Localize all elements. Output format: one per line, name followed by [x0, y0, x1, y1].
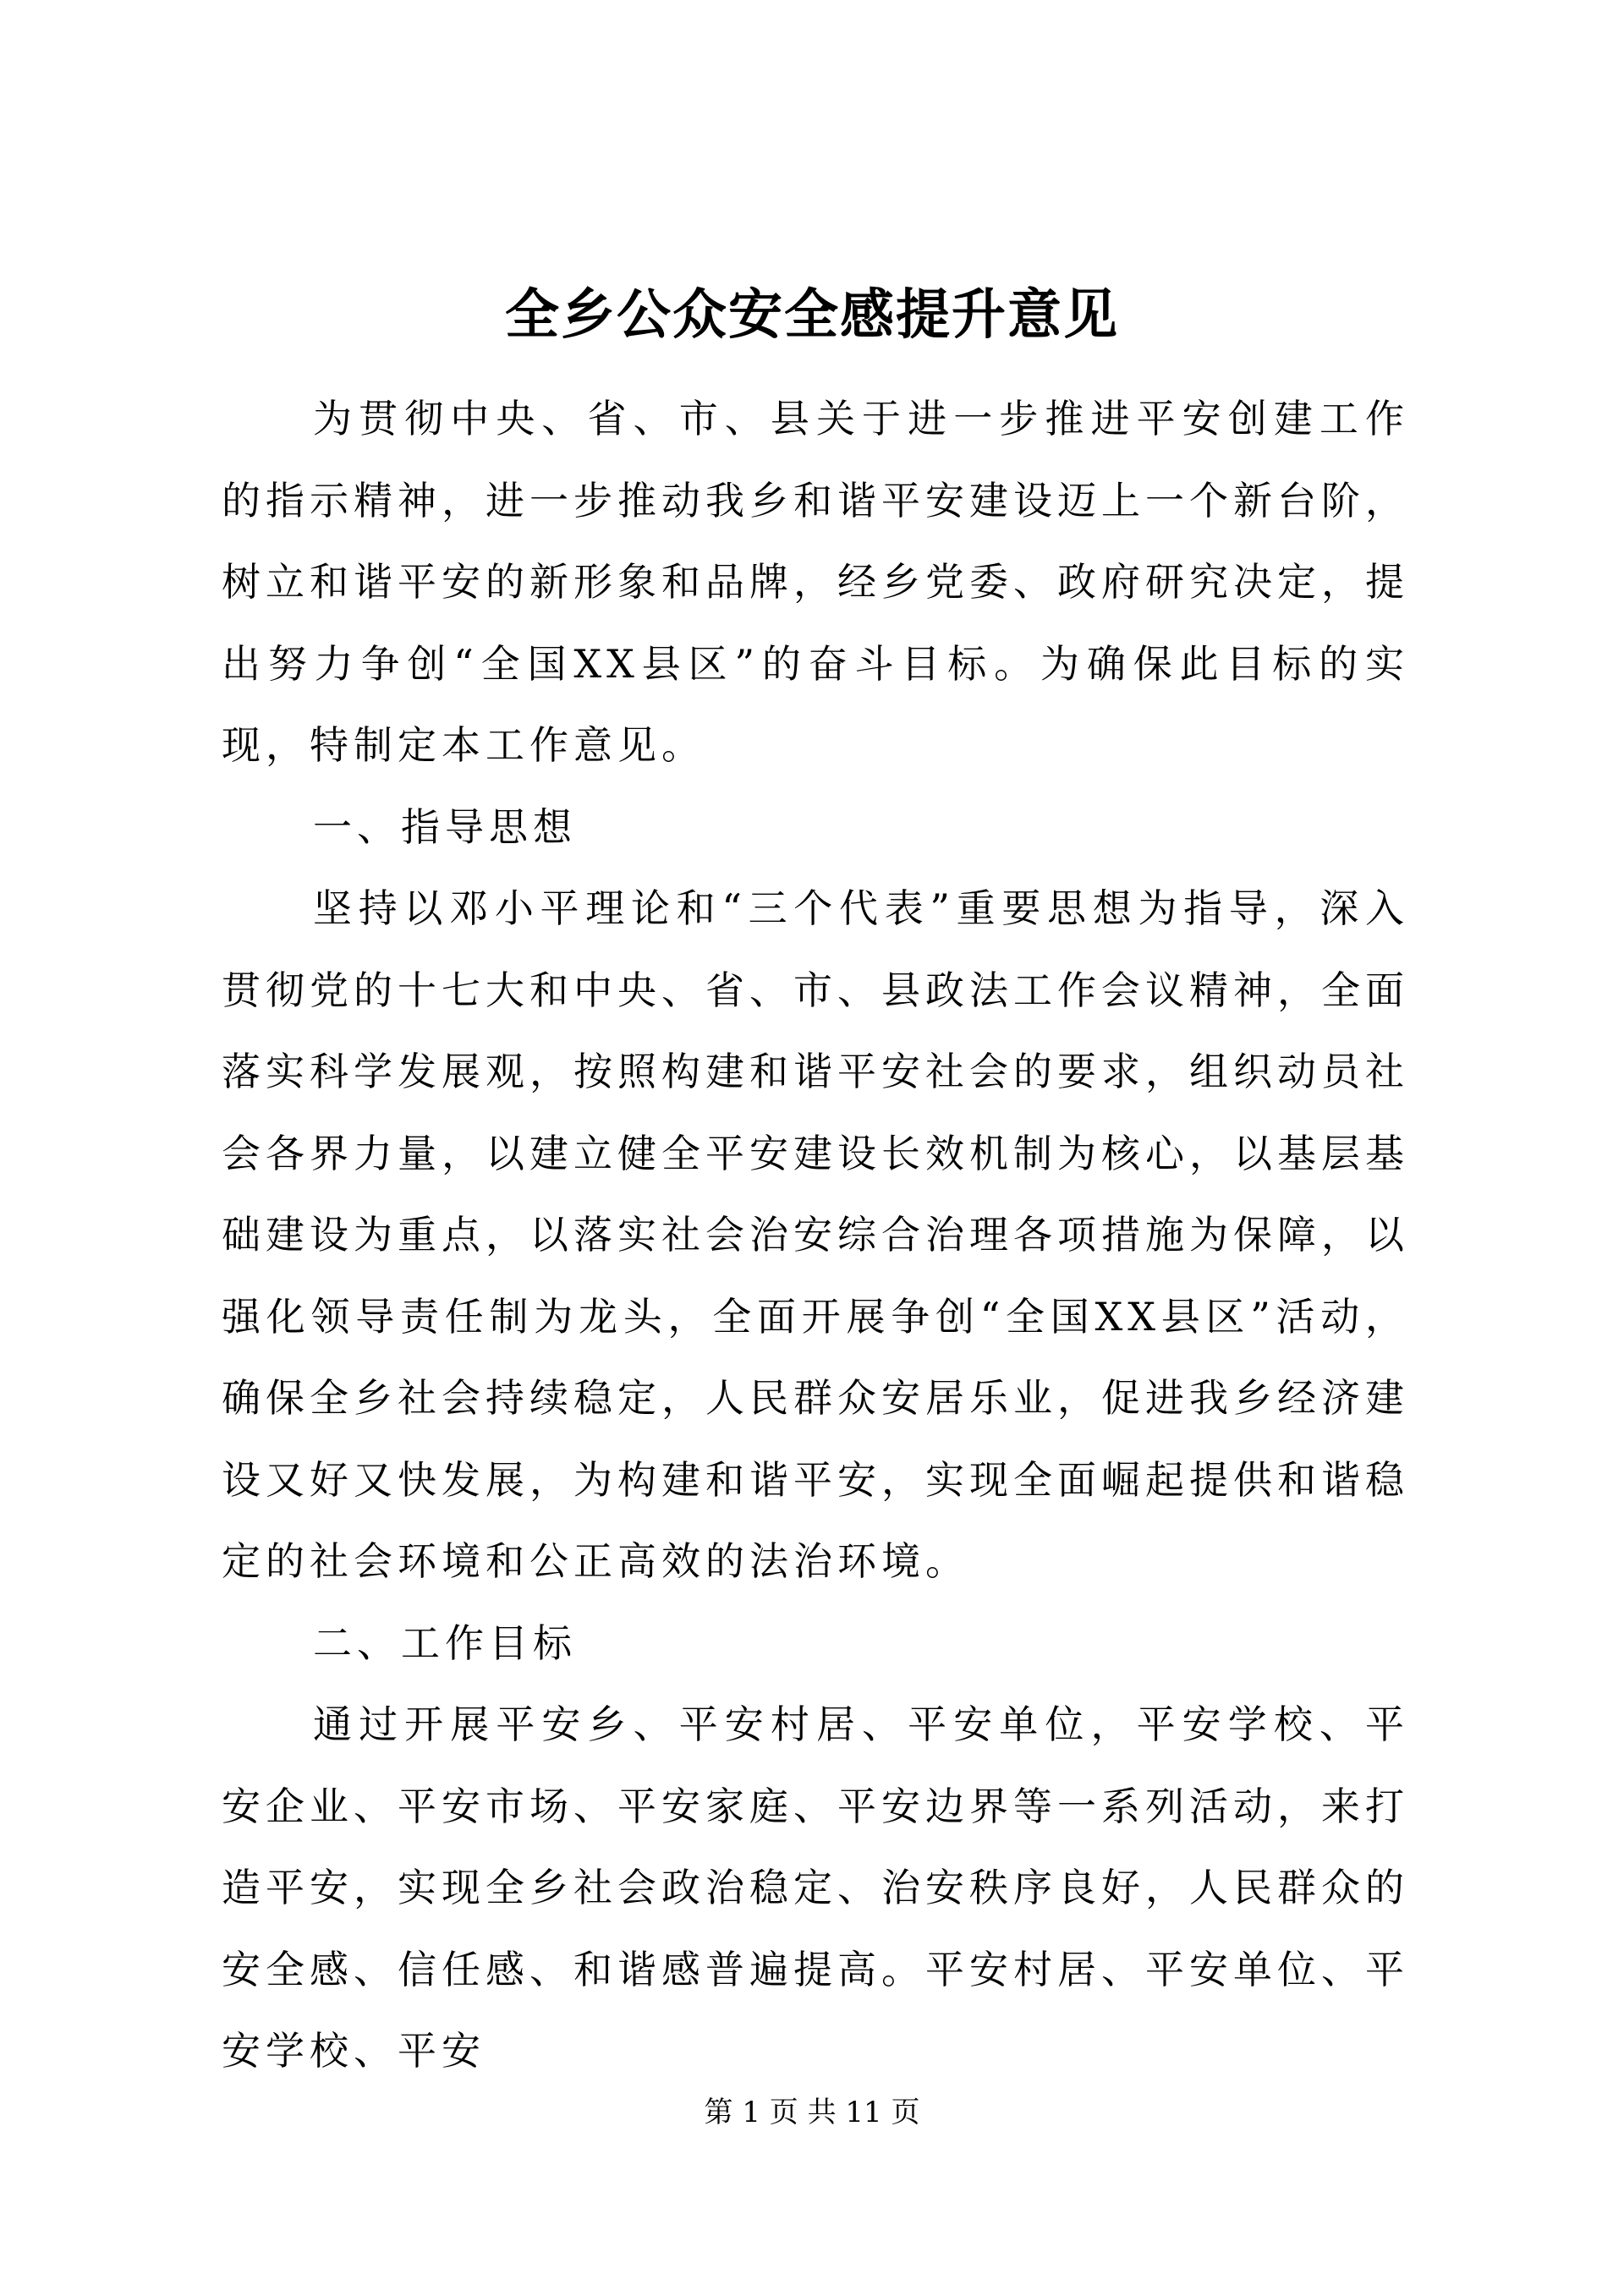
- intro-paragraph: 为贯彻中央、省、市、县关于进一步推进平安创建工作的指示精神，进一步推动我乡和谐平安建设迈上一个新台阶，树立和谐平安的新形象和品牌，经乡党委、政府研究决定，提出努力争创“全国XX县区”的奋斗目标。为确保此目标的实现，特制定本工作意见。: [222, 396, 1409, 768]
- guiding-ideology-paragraph: 坚持以邓小平理论和“三个代表”重要思想为指导，深入贯彻党的十七大和中央、省、市、县政法工作会议精神，全面落实科学发展观，按照构建和谐平安社会的要求，组织动员社会各界力量，以建立健全平安建设长效机制为核心，以基层基础建设为重点，以落实社会治安综合治理各项措施为保障，以强化领导责任制为龙头，全面开展争创“全国XX县区”活动，确保全乡社会持续稳定，人民群众安居乐业，促进我乡经济建设又好又快发展，为构建和谐平安，实现全面崛起提供和谐稳定的社会环境和公正高效的法治环境。: [222, 885, 1409, 1584]
- page-number-footer: 第 1 页 共 11 页: [704, 2096, 920, 2129]
- work-goals-paragraph: 通过开展平安乡、平安村居、平安单位，平安学校、平安企业、平安市场、平安家庭、平安边界等一系列活动，来打造平安，实现全乡社会政治稳定、治安秩序良好，人民群众的安全感、信任感、和谐感普遍提高。平安村居、平安单位、平安学校、平安: [222, 1701, 1409, 2074]
- document-title: 全乡公众安全感提升意见: [505, 283, 1119, 347]
- document-body: [222, 378, 1409, 2092]
- section-heading-work-goals: 二、工作目标: [313, 1619, 577, 1666]
- section-heading-guiding-ideology: 一、指导思想: [313, 803, 577, 850]
